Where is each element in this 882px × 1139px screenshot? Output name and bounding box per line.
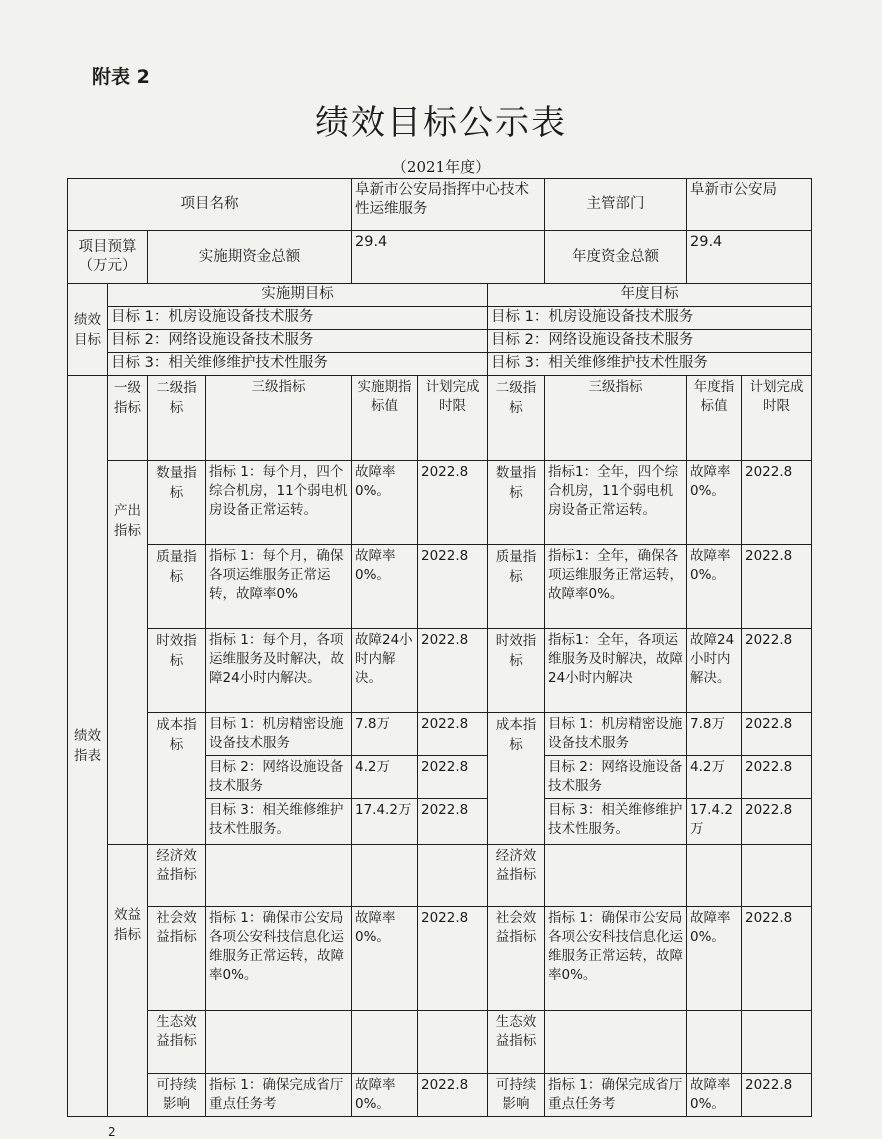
cost-annual-time: 2022.8: [742, 713, 812, 756]
economic-impl-time: [418, 845, 488, 907]
economic-annual-text: [545, 845, 687, 907]
timeliness-annual-text: 指标1：全年，各项运维服务及时解决，故障24小时内解决: [545, 629, 687, 713]
level2-header: 二级指标: [148, 376, 206, 461]
economic-annual-time: [742, 845, 812, 907]
page-title: 绩效目标公示表: [315, 103, 567, 143]
sustainable-impl-text: 指标 1：确保完成省厅重点任务考: [206, 1074, 352, 1117]
ecological-label: 生态效益指标: [148, 1011, 206, 1074]
economic-impl-value: [352, 845, 418, 907]
cost-annual-time: 2022.8: [742, 756, 812, 799]
ecological-impl-text: [206, 1011, 352, 1074]
indicators-section-label: 绩效指表: [68, 376, 108, 1117]
total-funds-label: 实施期资金总额: [148, 231, 352, 284]
timeliness-impl-text: 指标 1：每个月，各项运维服务及时解决，故障24小时内解决。: [206, 629, 352, 713]
level3-header: 三级指标: [206, 376, 352, 461]
performance-table: [67, 178, 812, 1117]
sustainable-annual-value: 故障率0%。: [687, 1074, 742, 1117]
quantity-impl-text: 指标 1：每个月，四个综合机房，11个弱电机房设备正常运转。: [206, 461, 352, 545]
quality-impl-value: 故障率0%。: [352, 545, 418, 629]
annual-funds-value: 29.4: [687, 231, 812, 284]
year-label: （2021年度）: [391, 158, 491, 176]
plan-time-header-annual: 计划完成时限: [742, 376, 812, 461]
cost-impl-text: 目标 2：网络设施设备技术服务: [206, 756, 352, 799]
impl-goal-item: 目标 3：相关维修维护技术性服务: [108, 353, 488, 376]
economic-label: 经济效益指标: [148, 845, 206, 907]
cost-impl-value: 4.2万: [352, 756, 418, 799]
timeliness-annual-time: 2022.8: [742, 629, 812, 713]
social-label-annual: 社会效益指标: [488, 907, 545, 1011]
social-annual-time: 2022.8: [742, 907, 812, 1011]
ecological-annual-text: [545, 1011, 687, 1074]
cost-impl-time: 2022.8: [418, 799, 488, 845]
ecological-label-annual: 生态效益指标: [488, 1011, 545, 1074]
timeliness-label-annual: 时效指标: [488, 629, 545, 713]
social-label: 社会效益指标: [148, 907, 206, 1011]
cost-impl-text: 目标 3：相关维修维护技术性服务。: [206, 799, 352, 845]
social-annual-value: 故障率0%。: [687, 907, 742, 1011]
cost-annual-value: 17.4.2万: [687, 799, 742, 845]
sustainable-impl-value: 故障率0%。: [352, 1074, 418, 1117]
dept-label: 主管部门: [545, 179, 687, 231]
economic-label-annual: 经济效益指标: [488, 845, 545, 907]
project-name-label: 项目名称: [68, 179, 352, 231]
level2-header-annual: 二级指标: [488, 376, 545, 461]
timeliness-label: 时效指标: [148, 629, 206, 713]
quantity-annual-value: 故障率0%。: [687, 461, 742, 545]
quality-annual-value: 故障率0%。: [687, 545, 742, 629]
sustainable-annual-text: 指标 1：确保完成省厅重点任务考: [545, 1074, 687, 1117]
ecological-impl-value: [352, 1011, 418, 1074]
quantity-label-annual: 数量指标: [488, 461, 545, 545]
cost-impl-text: 目标 1：机房精密设施设备技术服务: [206, 713, 352, 756]
impl-goal-item: 目标 2：网络设施设备技术服务: [108, 330, 488, 353]
impl-goals-header: 实施期目标: [108, 284, 488, 307]
total-funds-value: 29.4: [352, 231, 545, 284]
timeliness-impl-value: 故障24小时内解决。: [352, 629, 418, 713]
cost-label: 成本指标: [148, 713, 206, 845]
annual-value-header: 年度指标值: [687, 376, 742, 461]
sustainable-annual-time: 2022.8: [742, 1074, 812, 1117]
economic-annual-value: [687, 845, 742, 907]
dept-value: 阜新市公安局: [687, 179, 812, 231]
timeliness-impl-time: 2022.8: [418, 629, 488, 713]
benefit-indicator-label: 效益指标: [108, 845, 148, 1117]
cost-annual-text: 目标 3：相关维修维护技术性服务。: [545, 799, 687, 845]
budget-label: 项目预算（万元）: [68, 231, 148, 284]
cost-label-annual: 成本指标: [488, 713, 545, 845]
sustainable-impl-time: 2022.8: [418, 1074, 488, 1117]
project-name-value: 阜新市公安局指挥中心技术性运维服务: [352, 179, 545, 231]
cost-annual-value: 7.8万: [687, 713, 742, 756]
social-impl-value: 故障率0%。: [352, 907, 418, 1011]
impl-value-header: 实施期指标值: [352, 376, 418, 461]
annual-goal-item: 目标 2：网络设施设备技术服务: [488, 330, 812, 353]
quantity-annual-text: 指标1：全年，四个综合机房，11个弱电机房设备正常运转。: [545, 461, 687, 545]
level3-header-annual: 三级指标: [545, 376, 687, 461]
social-impl-time: 2022.8: [418, 907, 488, 1011]
annual-goals-header: 年度目标: [488, 284, 812, 307]
quality-annual-time: 2022.8: [742, 545, 812, 629]
social-impl-text: 指标 1：确保市公安局各项公安科技信息化运维服务正常运转，故障率0%。: [206, 907, 352, 1011]
plan-time-header: 计划完成时限: [418, 376, 488, 461]
quantity-label: 数量指标: [148, 461, 206, 545]
quantity-impl-time: 2022.8: [418, 461, 488, 545]
quality-impl-time: 2022.8: [418, 545, 488, 629]
annual-goal-item: 目标 3：相关维修维护技术性服务: [488, 353, 812, 376]
output-indicator-label: 产出指标: [108, 461, 148, 845]
goals-section-label: 绩效目标: [68, 284, 108, 376]
cost-annual-time: 2022.8: [742, 799, 812, 845]
cost-impl-time: 2022.8: [418, 713, 488, 756]
attachment-label: 附表 2: [92, 66, 150, 88]
cost-impl-value: 7.8万: [352, 713, 418, 756]
ecological-impl-time: [418, 1011, 488, 1074]
timeliness-annual-value: 故障24小时内解决。: [687, 629, 742, 713]
sustainable-label: 可持续影响: [148, 1074, 206, 1117]
annual-funds-label: 年度资金总额: [545, 231, 687, 284]
cost-annual-value: 4.2万: [687, 756, 742, 799]
quality-impl-text: 指标 1：每个月，确保各项运维服务正常运转，故障率0%: [206, 545, 352, 629]
cost-impl-value: 17.4.2万: [352, 799, 418, 845]
quality-label: 质量指标: [148, 545, 206, 629]
impl-goal-item: 目标 1：机房设施设备技术服务: [108, 307, 488, 330]
quantity-impl-value: 故障率0%。: [352, 461, 418, 545]
cost-impl-time: 2022.8: [418, 756, 488, 799]
economic-impl-text: [206, 845, 352, 907]
level1-header: 一级指标: [108, 376, 148, 461]
quality-annual-text: 指标1：全年，确保各项运维服务正常运转，故障率0%。: [545, 545, 687, 629]
social-annual-text: 指标 1：确保市公安局各项公安科技信息化运维服务正常运转，故障率0%。: [545, 907, 687, 1011]
cost-annual-text: 目标 1：机房精密设施设备技术服务: [545, 713, 687, 756]
quality-label-annual: 质量指标: [488, 545, 545, 629]
page-number: 2: [108, 1125, 116, 1139]
ecological-annual-time: [742, 1011, 812, 1074]
quantity-annual-time: 2022.8: [742, 461, 812, 545]
annual-goal-item: 目标 1：机房设施设备技术服务: [488, 307, 812, 330]
cost-annual-text: 目标 2：网络设施设备技术服务: [545, 756, 687, 799]
ecological-annual-value: [687, 1011, 742, 1074]
sustainable-label-annual: 可持续影响: [488, 1074, 545, 1117]
